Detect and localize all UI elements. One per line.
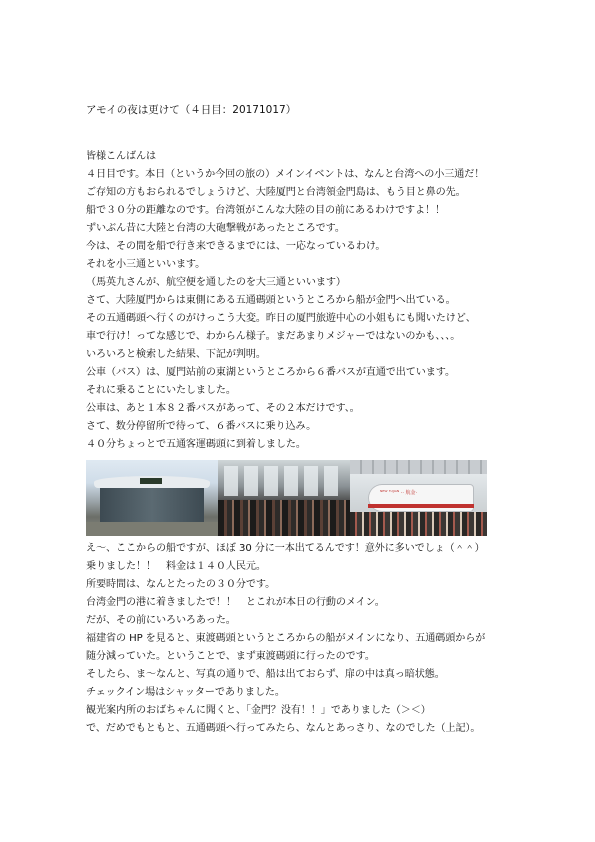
paragraph-greeting <box>86 148 546 292</box>
text-line: 乗りました！！ 料金は１４０人民元。 <box>86 561 266 572</box>
text-line: 今は、その間を船で行き来できるまでには、一応なっているわけ。 <box>86 241 386 252</box>
text-line: そしたら、ま〜なんと、写真の通りで、船は出ておらず、扉の中は真っ暗状態。 <box>86 669 445 680</box>
text-line: で、だめでもともと、五通碼頭へ行ってみたら、なんとあっさり、なのでした（上記）。 <box>86 723 481 734</box>
text-line: 公車は、あと１本８２番バスがあって、その２本だけです、。 <box>86 403 360 414</box>
text-line: いろいろと検索した結果、下記が判明。 <box>86 349 266 360</box>
text-line: さて、大陸厦門からは東側にある五通碼頭というところから船が金門へ出ている。 <box>86 295 456 306</box>
text-line: だが、その前にいろいろあった。 <box>86 615 236 626</box>
text-line: ご存知の方もおられるでしょうけど、大陸厦門と台湾領金門島は、もう目と鼻の先。 <box>86 187 466 198</box>
text-line: え〜、ここからの船ですが、ほぼ 30 分に一本出てるんです！意外に多いでしょ（＾＾） <box>86 543 485 554</box>
ferry-photo <box>350 460 487 536</box>
text-line: それに乗ることにいたしました。 <box>86 385 236 396</box>
terminal-exterior-photo <box>86 460 218 536</box>
text-line: その五通碼頭へ行くのがけっこう大変。昨日の厦門旅遊中心の小姐もにも聞いたけど、 <box>86 313 476 324</box>
text-line: ４日目です。本日（というか今回の旅の）メインイベントは、なんと台湾への小三通だ！ <box>86 169 485 180</box>
text-line: 台湾金門の港に着きましたで！！ とこれが本日の行動のメイン。 <box>86 597 385 608</box>
text-line: ずいぶん昔に大陸と台湾の大砲撃戦があったところです。 <box>86 223 345 234</box>
text-line: 福建省の HP を見ると、東渡碼頭というところからの船がメインになり、五通碼頭からが <box>86 633 486 644</box>
text-line: 所要時間は、なんとたったの３０分です。 <box>86 579 276 590</box>
crowded-hall-photo <box>218 460 350 536</box>
text-line: 車で行け！ってな感じで、わからん様子。まだあまりメジャーではないのかも、、、。 <box>86 331 461 342</box>
text-line: さて、数分停留所で待って、６番バスに乗り込み。 <box>86 421 317 432</box>
text-line: 観光案内所のおばちゃんに聞くと、「金門？没有！！」でありました（＞＜） <box>86 705 431 716</box>
page-title: アモイの夜は更けて（４日目：20171017） <box>86 104 297 116</box>
text-line: チェックイン場はシャッターでありました。 <box>86 687 285 698</box>
text-line: 皆様こんばんは <box>86 151 156 162</box>
text-line: 公車（バス）は、厦門站前の東湖というところから６番バスが直通で出ています。 <box>86 367 455 378</box>
text-line: （馬英九さんが、航空便を通したのを大三通といいます） <box>86 277 346 288</box>
paragraph-route <box>86 292 546 454</box>
text-line: それを小三通といいます。 <box>86 259 206 270</box>
text-line: 随分減っていた。ということで、まず東渡碼頭に行ったのです。 <box>86 651 375 662</box>
ferry-caption: ᴺᴱᵂ ᶠᵁᴶᴵᴬᴺ ·· 航金· <box>380 490 418 496</box>
text-line: 船で３０分の距離なのです。台湾領がこんな大陸の目の前にあるわけですよ！！ <box>86 205 445 216</box>
paragraph-ferry <box>86 540 546 738</box>
text-line: ４０分ちょっとで五通客運碼頭に到着しました。 <box>86 439 306 450</box>
